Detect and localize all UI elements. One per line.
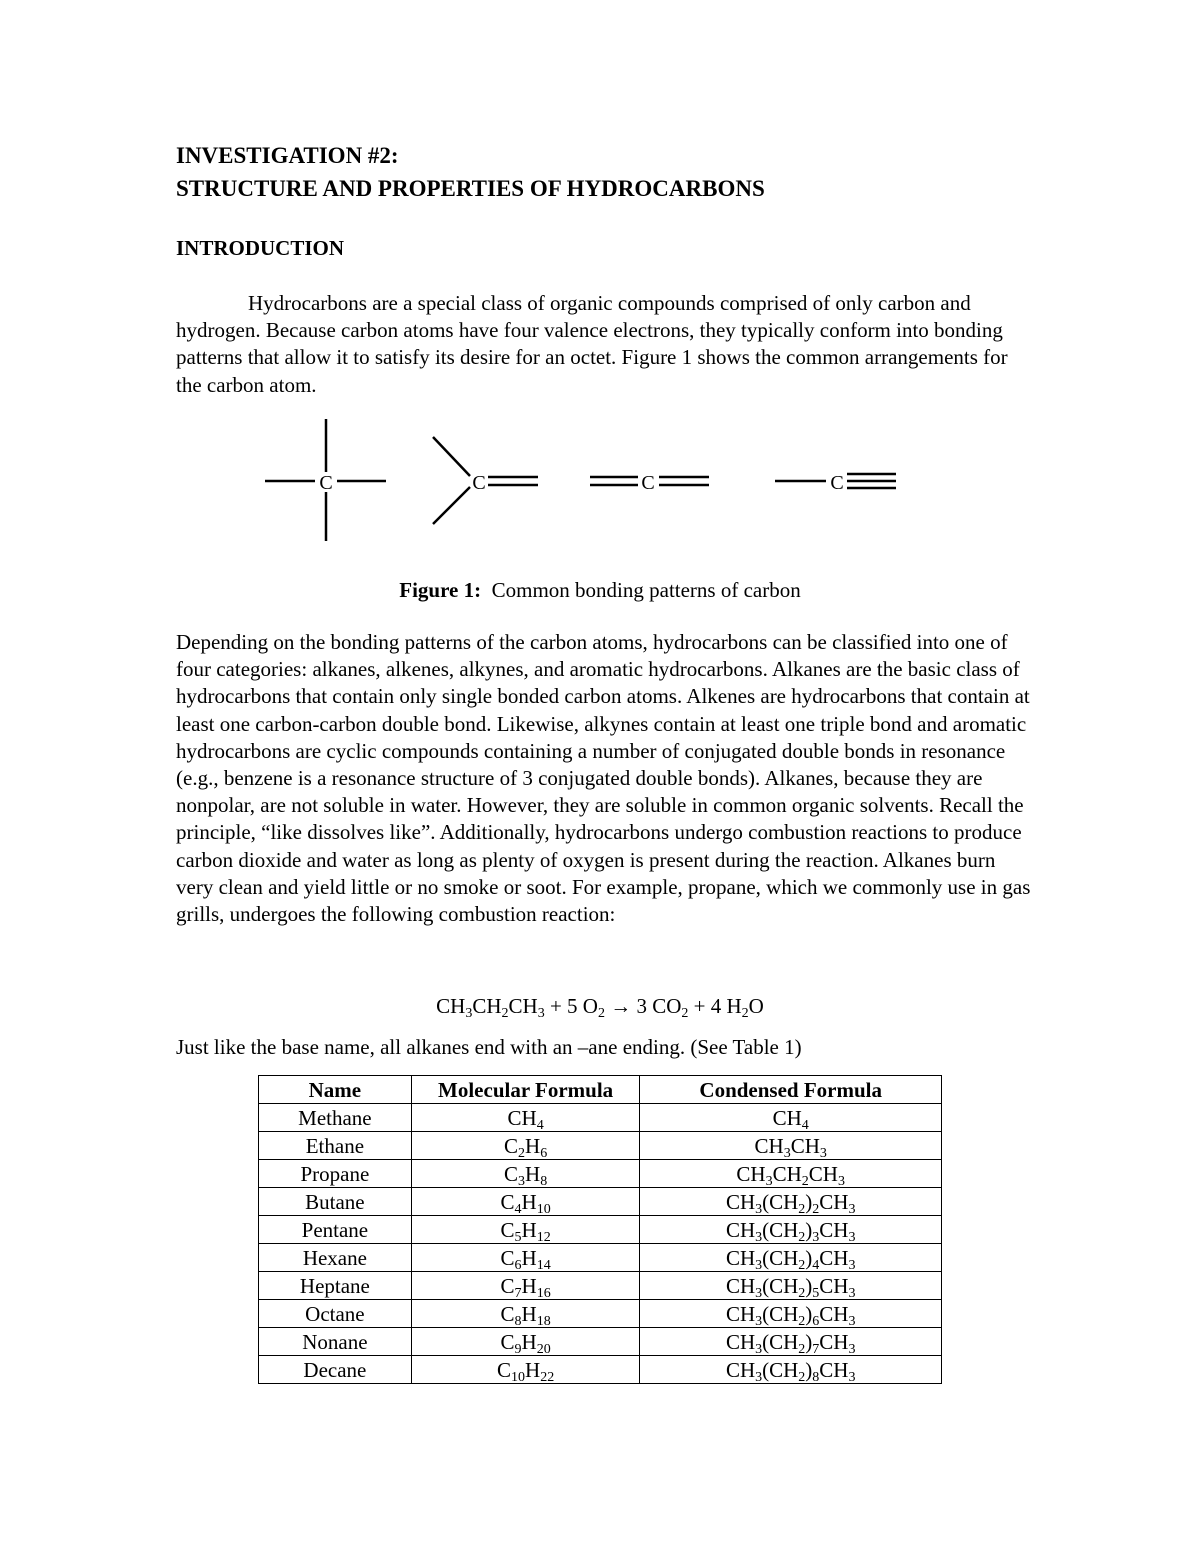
table-row [259, 1244, 942, 1272]
alkane-name-cell: Propane [259, 1160, 412, 1188]
header-condensed-formula: Condensed Formula [640, 1076, 942, 1104]
condensed-formula-cell: $CH_3CH_3$ [640, 1132, 942, 1160]
table-row [259, 1132, 942, 1160]
table-row [259, 1328, 942, 1356]
molecular-formula-cell: $C_9H_{20}$ [411, 1328, 640, 1356]
alkane-name-cell: Pentane [259, 1216, 412, 1244]
table-row [259, 1356, 942, 1384]
alkane-name-cell: Methane [259, 1104, 412, 1132]
hydrocarbon-classification-paragraph: Depending on the bonding patterns of the carbon atoms, hydrocarbons can be classified into one of four categories: alkanes, alkenes, alkynes, and aromatic hydrocarbons. Alkanes are the basic class of hydrocarbons that contain only single bonded carbon atoms. Alkenes are hydrocarbons that contain at least one carbon-carbon double bond. Likewise, alkynes contain at least one triple bond and aromatic hydrocarbons are cyclic compounds containing a number of conjugated double bonds in resonance (e.g., benzene is a resonance structure of 3 conjugated double bonds). Alkanes, because they are nonpolar, are not soluble in water. However, they are soluble in common organic solvents. Recall the principle, “like dissolves like”. Additionally, hydrocarbons undergo combustion reactions to produce carbon dioxide and water as long as plenty of oxygen is present during the reaction. Alkanes burn very clean and yield little or no smoke or soot. For example, propane, which we commonly use in gas grills, undergoes the following combustion reaction: [176, 630, 1031, 927]
figure-1-caption [0, 578, 1200, 603]
table-row [259, 1160, 942, 1188]
carbon-atom-label: C [641, 472, 655, 494]
molecular-formula-cell: $C_8H_{18}$ [411, 1300, 640, 1328]
carbon-atom-label: C [830, 472, 844, 494]
alkane-name-cell: Heptane [259, 1272, 412, 1300]
table-header-row [259, 1076, 942, 1104]
alkanes-table [258, 1075, 942, 1384]
bond-line [433, 487, 470, 524]
introduction-paragraph: Hydrocarbons are a special class of organic compounds comprised of only carbon and hydrogen. Because carbon atoms have four valence electrons, they typically conform into bonding patterns that allow it to satisfy its desire for an octet. Figure 1 shows the common arrangements for the carbon atom. [176, 291, 1008, 397]
molecular-formula-cell: $C_6H_{14}$ [411, 1244, 640, 1272]
condensed-formula-cell: $CH_3(CH_2)_3CH_3$ [640, 1216, 942, 1244]
molecular-formula-cell: $C_5H_{12}$ [411, 1216, 640, 1244]
molecular-formula-cell: $C_{10}H_{22}$ [411, 1356, 640, 1384]
alkane-name-cell: Octane [259, 1300, 412, 1328]
molecular-formula-cell: $CH_4$ [411, 1104, 640, 1132]
molecular-formula-cell: $C_2H_6$ [411, 1132, 640, 1160]
bond-line [433, 437, 470, 476]
figure-caption-text: Common bonding patterns of carbon [491, 578, 801, 602]
alkane-name-cell: Hexane [259, 1244, 412, 1272]
table-body [259, 1104, 942, 1384]
alkane-name-cell: Butane [259, 1188, 412, 1216]
carbon-atom-label: C [319, 472, 333, 494]
figure-1-bonding-patterns [0, 400, 1200, 560]
header-name: Name [259, 1076, 412, 1104]
alkane-name-cell: Nonane [259, 1328, 412, 1356]
carbon-atom-label: C [472, 472, 486, 494]
molecular-formula-cell: $C_3H_8$ [411, 1160, 640, 1188]
table-row [259, 1216, 942, 1244]
condensed-formula-cell: $CH_3CH_2CH_3$ [640, 1160, 942, 1188]
header-molecular-formula: Molecular Formula [411, 1076, 640, 1104]
condensed-formula-cell: $CH_3(CH_2)_6CH_3$ [640, 1300, 942, 1328]
table-row [259, 1300, 942, 1328]
molecular-formula-cell: $C_4H_{10}$ [411, 1188, 640, 1216]
investigation-subtitle: STRUCTURE AND PROPERTIES OF HYDROCARBONS [176, 176, 765, 201]
condensed-formula-cell: $CH_3(CH_2)_7CH_3$ [640, 1328, 942, 1356]
table-row [259, 1272, 942, 1300]
condensed-formula-cell: $CH_3(CH_2)_4CH_3$ [640, 1244, 942, 1272]
condensed-formula-cell: $CH_3(CH_2)_2CH_3$ [640, 1188, 942, 1216]
alkane-name-cell: Ethane [259, 1132, 412, 1160]
introduction-heading: INTRODUCTION [176, 236, 345, 260]
alkane-name-cell: Decane [259, 1356, 412, 1384]
condensed-formula-cell: $CH_3(CH_2)_8CH_3$ [640, 1356, 942, 1384]
table-row [259, 1104, 942, 1132]
molecular-formula-cell: $C_7H_{16}$ [411, 1272, 640, 1300]
table-intro-text: Just like the base name, all alkanes end with an –ane ending. (See Table 1) [176, 1035, 802, 1059]
propane-combustion-equation: $CH_3CH_2CH_3 + 5$ $O_2 \to 3$ $CO_2 + 4$ $H_2O$ [436, 994, 764, 1021]
condensed-formula-cell: $CH_3(CH_2)_5CH_3$ [640, 1272, 942, 1300]
investigation-title: INVESTIGATION #2: [176, 143, 399, 168]
figure-caption-label: Figure 1: [399, 578, 482, 602]
condensed-formula-cell: $CH_4$ [640, 1104, 942, 1132]
table-row [259, 1188, 942, 1216]
